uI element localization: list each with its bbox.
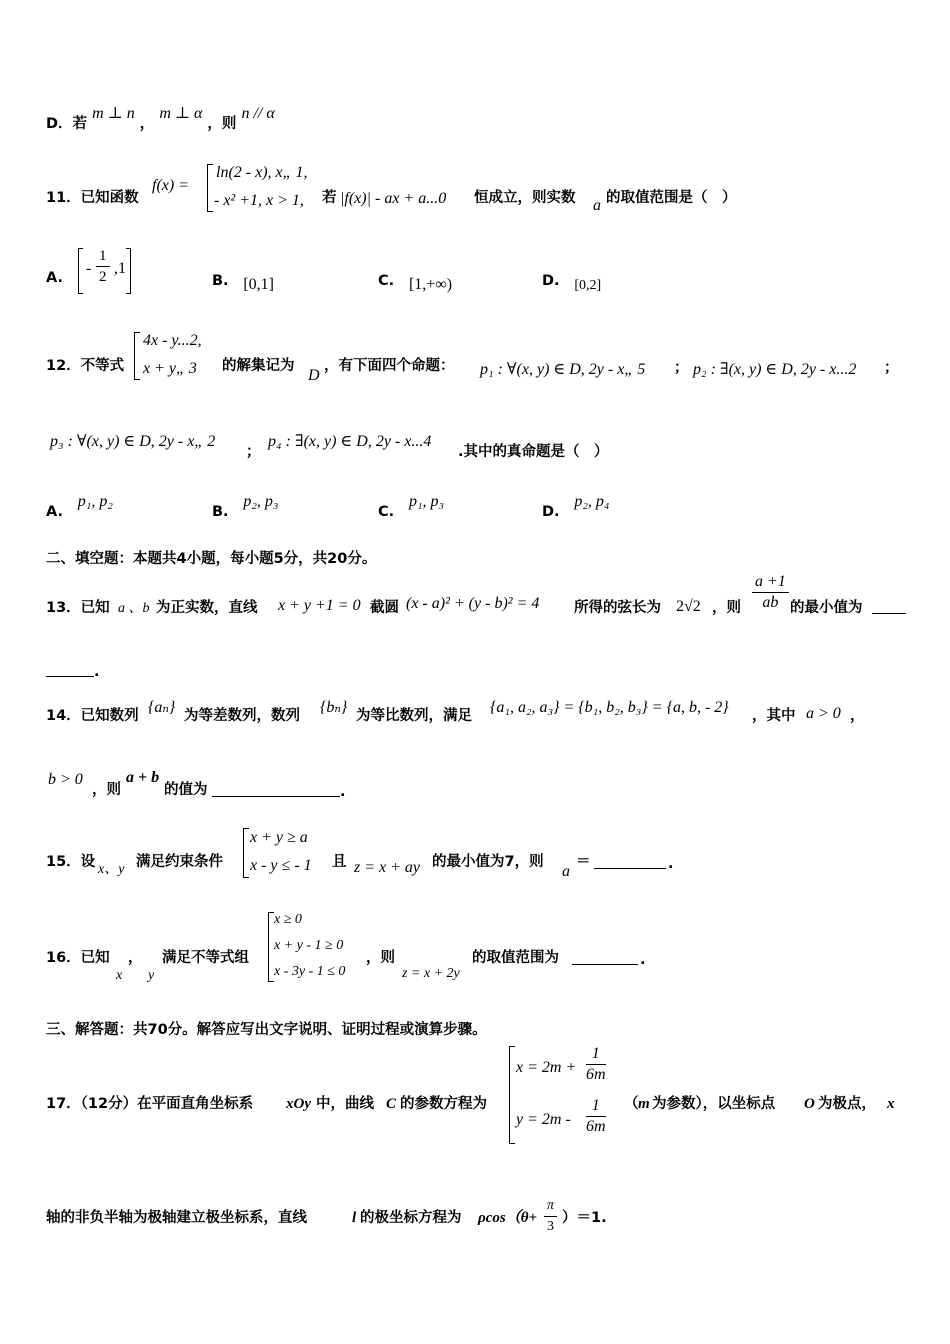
q16-text-3: 的取值范围为	[472, 950, 559, 966]
q15-variable-a: a	[562, 863, 570, 880]
q12-option-c-value: p₁, p₃	[408, 493, 445, 510]
q12-option-d[interactable]	[542, 492, 610, 520]
q12-option-b[interactable]	[212, 492, 279, 520]
q14-expression: a + b	[126, 769, 160, 786]
q17-param-m: m	[638, 1096, 650, 1112]
q12-option-a-value: p₁, p₂	[77, 493, 113, 510]
q17-line2-b: 的极坐标方程为	[360, 1210, 462, 1226]
q14-text-1: 为等差数列，数列	[184, 708, 300, 724]
q15-constraint-1: x + y ≥ a	[250, 829, 308, 846]
q17-fraction-1	[586, 1044, 606, 1085]
q17-text-2: 的参数方程为	[400, 1096, 487, 1112]
q12-text-2: ，有下面四个命题：	[324, 358, 455, 374]
q15-objective: z = x + ay	[354, 859, 421, 876]
fraction-denominator: ab	[762, 594, 779, 611]
q12-option-b-label: B.	[212, 504, 229, 520]
q15-constraint-2: x - y ≤ - 1	[250, 857, 312, 874]
q15-vars: x、y	[98, 862, 125, 877]
q11-option-d[interactable]	[542, 271, 602, 293]
q14-condition-b: b > 0	[48, 771, 83, 788]
q15-brace	[243, 828, 249, 878]
q12-option-c-label: C.	[378, 504, 395, 520]
q14-text-4: ，	[850, 708, 865, 724]
q17-text-1: 中，曲线	[316, 1096, 374, 1112]
q15-text-2: 且	[332, 854, 347, 870]
left-bracket	[78, 248, 83, 294]
q11-option-c-label: C.	[378, 273, 395, 289]
q11-case-2: - x² +1, x > 1,	[214, 192, 304, 209]
q13-fraction	[752, 572, 789, 613]
fraction-denominator: 3	[547, 1219, 554, 1234]
q13-vars: a 、b	[118, 601, 150, 616]
q12-option-d-label: D.	[542, 504, 560, 520]
q15-equals: ＝	[576, 854, 591, 870]
q13-text-4: ，则	[712, 600, 741, 616]
q17-line2-c: ）＝1.	[562, 1210, 607, 1226]
q12-option-a[interactable]	[46, 492, 113, 520]
question-15-number: 15．设	[46, 854, 96, 870]
separator: ，则	[207, 116, 237, 132]
separator: ，	[139, 116, 155, 132]
q17-x-axis: x	[887, 1096, 895, 1112]
q11-option-d-label: D.	[542, 273, 560, 289]
proposition-p4: p₄ : ∃(x, y) ∈ D, 2y - x...4	[268, 433, 432, 450]
q14-text-2: 为等比数列，满足	[356, 708, 472, 724]
q12-tail: .其中的真命题是（ ）	[458, 444, 609, 460]
section-3-heading: 三、解答题：共70分。解答应写出文字说明、证明过程或演算步骤。	[46, 1022, 487, 1038]
question-11-number: 11．已知函数	[46, 190, 139, 206]
q11-tail: 的取值范围是（ ）	[606, 190, 737, 206]
q17-origin-o: O	[804, 1096, 815, 1112]
q14-answer-blank[interactable]	[212, 796, 340, 797]
q13-text-2: 截圆	[370, 600, 399, 616]
q14-sequence-a: {aₙ}	[148, 699, 176, 716]
q16-text-2: ，则	[366, 950, 395, 966]
q14-tail: .	[340, 784, 346, 800]
separator: ；	[246, 444, 261, 460]
q11-option-c[interactable]	[378, 271, 453, 293]
q17-text-4: 为参数），以坐标点	[652, 1096, 776, 1112]
q17-pi-over-3	[544, 1196, 557, 1237]
q12-variable-d: D	[308, 367, 320, 384]
proposition-p3: p₃ : ∀(x, y) ∈ D, 2y - x„ 2	[50, 433, 216, 450]
q11-option-b-label: B.	[212, 273, 229, 289]
q17-xoy: xOy	[286, 1096, 311, 1112]
q12-text-1: 的解集记为	[222, 358, 295, 374]
q16-inequality-3: x - 3y - 1 ≤ 0	[274, 964, 346, 979]
fraction-one-half: $\frac{1}{2}$	[96, 246, 110, 287]
q11-condition: |f(x)| - ax + a...0	[340, 190, 447, 207]
q11-variable-a: a	[593, 197, 601, 214]
separator: ；	[674, 360, 689, 376]
condition-m-perp-n: m ⊥ n	[92, 105, 135, 122]
q11-option-b[interactable]	[212, 271, 274, 293]
conclusion-n-parallel-alpha: n // α	[241, 105, 275, 122]
minus-sign: -	[86, 260, 92, 277]
q11-option-b-value: [0,1]	[243, 276, 274, 293]
q16-objective: z = x + 2y	[402, 966, 460, 981]
q16-inequality-2: x + y - 1 ≥ 0	[274, 938, 344, 953]
fraction-numerator: 1	[586, 1096, 606, 1117]
q11-case-1: ln(2 - x), x„ 1,	[216, 164, 308, 181]
q17-eq-x: x = 2m +	[516, 1059, 577, 1076]
q14-sequence-b: {bₙ}	[320, 699, 348, 716]
q17-line-l: l	[352, 1210, 357, 1226]
question-17-number: 17．（12分）在平面直角坐标系	[46, 1096, 254, 1112]
question-14-number: 14．已知数列	[46, 708, 139, 724]
q17-line2-a: 轴的非负半轴为极轴建立极坐标系，直线	[46, 1210, 307, 1226]
q11-cond-pre: 若	[322, 190, 337, 206]
q12-option-d-value: p₂, p₄	[574, 493, 610, 510]
q13-tail: .	[94, 664, 100, 680]
q16-answer-blank[interactable]	[572, 964, 638, 965]
q17-text-3: （	[624, 1096, 639, 1112]
q13-circle-equation: (x - a)² + (y - b)² = 4	[406, 595, 540, 612]
q17-curve-c: C	[386, 1096, 397, 1112]
q11-brace	[207, 164, 213, 212]
q13-chord-length: 2√2	[676, 598, 701, 615]
condition-m-perp-alpha: m ⊥ α	[159, 105, 203, 122]
q14-condition-a: a > 0	[806, 705, 841, 722]
fraction-denominator: 6m	[586, 1118, 606, 1135]
proposition-p1: p₁ : ∀(x, y) ∈ D, 2y - x„ 5	[480, 361, 646, 378]
q17-fraction-2	[586, 1096, 606, 1137]
question-16-number: 16．已知	[46, 950, 110, 966]
q12-brace	[134, 332, 140, 380]
q17-rho-cos: ρcos（θ+	[478, 1210, 538, 1226]
q11-option-c-value: [1,+∞)	[408, 276, 453, 293]
q13-line-equation: x + y +1 = 0	[278, 597, 361, 614]
q12-option-c[interactable]	[378, 492, 445, 520]
question-13-number: 13．已知	[46, 600, 110, 616]
q12-option-b-value: p₂, p₃	[243, 493, 279, 510]
separator: ；	[884, 360, 899, 376]
q14-set-equation: {a₁, a₂, a₃} = {b₁, b₂, b₃} = {a, b, - 2}	[490, 699, 729, 716]
q17-text-5: 为极点，	[818, 1096, 876, 1112]
q15-answer-blank[interactable]	[594, 868, 666, 869]
q11-option-d-value: [0,2]	[574, 278, 602, 293]
q16-text-1: 满足不等式组	[162, 950, 249, 966]
q11-option-a-label: A.	[46, 270, 63, 286]
comma-one: ,1	[114, 260, 126, 277]
q15-text-3: 的最小值为7，则	[432, 854, 544, 870]
q11-text: 恒成立，则实数	[474, 190, 576, 206]
q13-answer-blank[interactable]	[872, 613, 906, 614]
q17-brace	[509, 1046, 515, 1144]
q16-var-x: x	[116, 968, 123, 983]
q13-answer-blank-cont[interactable]	[46, 676, 94, 677]
fraction-denominator: 6m	[586, 1066, 606, 1083]
right-bracket	[126, 248, 131, 294]
q13-text-5: 的最小值为	[790, 600, 863, 616]
q13-text-1: 为正实数，直线	[156, 600, 258, 616]
q14-text-6: 的值为	[164, 782, 208, 798]
q16-separator: ，	[128, 950, 143, 966]
q16-tail: .	[640, 952, 646, 968]
section-2-heading: 二、填空题：本题共4小题，每小题5分，共20分。	[46, 551, 377, 567]
q17-eq-y: y = 2m -	[516, 1111, 571, 1128]
fraction-numerator: a +1	[752, 572, 789, 593]
q13-text-3: 所得的弦长为	[574, 600, 661, 616]
q15-text-1: 满足约束条件	[136, 854, 223, 870]
option-d-parallel	[46, 105, 275, 134]
q11-function-name: f(x) =	[152, 177, 189, 194]
option-d-label: D．若	[46, 116, 88, 132]
q14-text-5: ，则	[92, 782, 121, 798]
q16-inequality-1: x ≥ 0	[274, 912, 302, 927]
question-12-number: 12．不等式	[46, 358, 125, 374]
fraction-numerator: 1	[586, 1044, 606, 1065]
q15-tail: .	[668, 856, 674, 872]
q12-case-1: 4x - y...2,	[143, 332, 202, 349]
proposition-p2: p₂ : ∃(x, y) ∈ D, 2y - x...2	[693, 361, 857, 378]
q12-option-a-label: A.	[46, 504, 63, 520]
q12-case-2: x + y„ 3	[143, 360, 197, 377]
fraction-numerator: π	[544, 1196, 557, 1217]
q16-var-y: y	[148, 968, 155, 983]
q14-text-3: ，其中	[752, 708, 796, 724]
